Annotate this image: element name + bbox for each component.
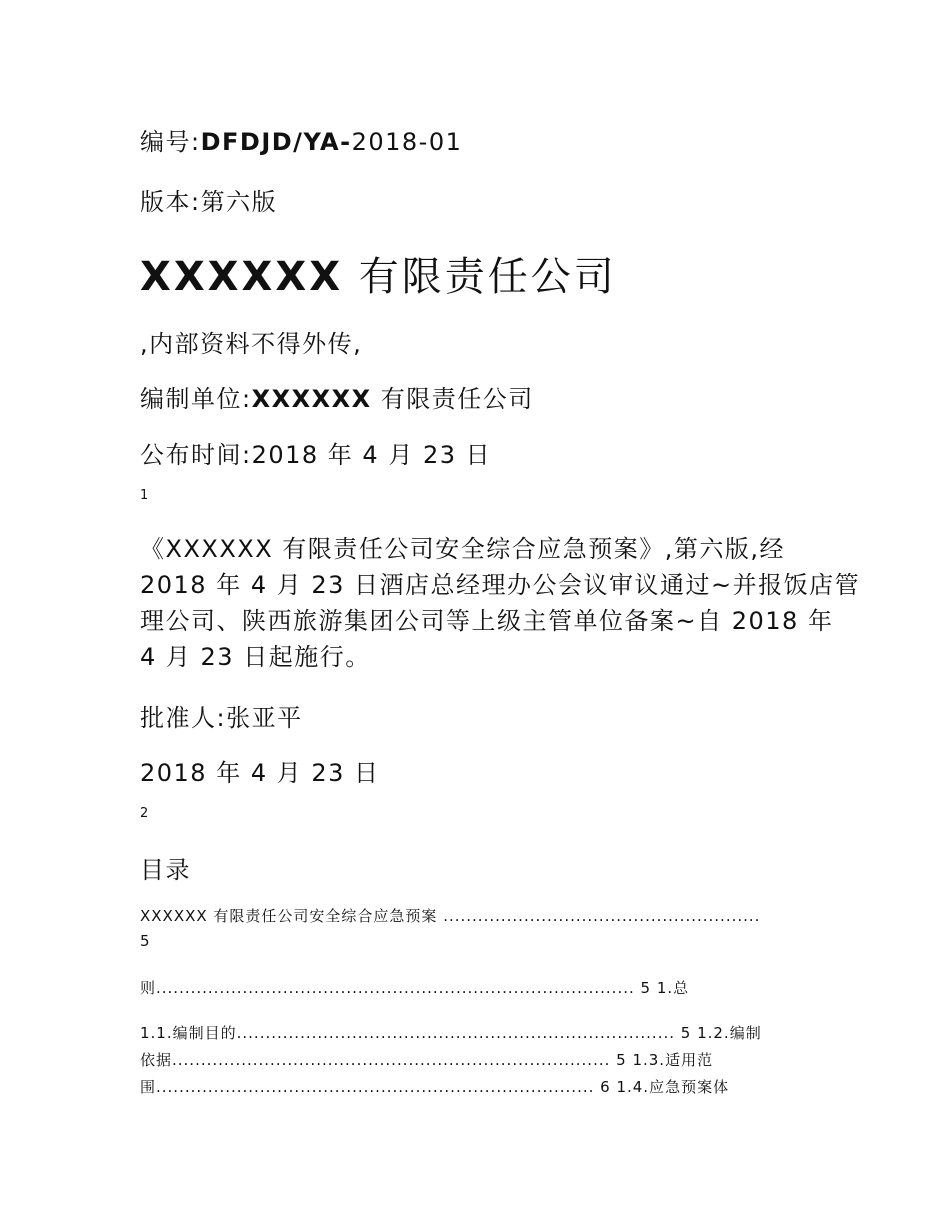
toc-heading: 目录 [140, 856, 191, 884]
compiling-unit-label: 编制单位: [140, 385, 252, 413]
page-marker: 2 [140, 806, 149, 821]
approver: 批准人:张亚平 [140, 704, 303, 732]
compiling-unit-suffix: 有限责任公司 [371, 385, 534, 413]
page-marker: 1 [140, 488, 149, 503]
toc-entry: 围............................................................................ 6 1.4.应急预案体 [140, 1078, 730, 1096]
company-title-suffix: 有限责任公司 [343, 254, 617, 300]
document-number-code: DFDJD/YA- [200, 128, 352, 156]
approval-paragraph-line: 4 月 23 日起施行。 [140, 643, 371, 671]
toc-entry: XXXXXX 有限责任公司安全综合应急预案 ....................................................... [140, 907, 761, 925]
approval-paragraph-line: 《XXXXXX 有限责任公司安全综合应急预案》,第六版,经 [140, 535, 786, 563]
document-version: 版本:第六版 [140, 188, 278, 216]
company-title [140, 245, 617, 302]
confidential-notice: ,内部资料不得外传, [140, 330, 363, 358]
approval-date: 2018 年 4 月 23 日 [140, 759, 380, 787]
publish-date: 公布时间:2018 年 4 月 23 日 [140, 441, 492, 469]
approval-paragraph-line: 2018 年 4 月 23 日酒店总经理办公会议审议通过~并报饭店管 [140, 571, 861, 599]
toc-entry: 依据............................................................................ 5 1.3.适用范 [140, 1051, 714, 1069]
compiling-unit [140, 379, 534, 414]
toc-entry: 5 [140, 932, 151, 950]
approval-paragraph [140, 531, 861, 675]
document-number [140, 122, 462, 157]
approval-paragraph-line: 理公司、陕西旅游集团公司等上级主管单位备案~自 2018 年 [140, 607, 834, 635]
document-number-year: 2018-01 [351, 128, 463, 156]
document-number-label: 编号: [140, 128, 201, 156]
compiling-unit-name: XXXXXX [251, 385, 372, 413]
company-title-name: XXXXXX [140, 254, 344, 300]
toc-entry: 1.1.编制目的............................................................................ 5 1.2.编制 [140, 1024, 762, 1042]
toc-entry: 则................................................................................... 5 1.总 [140, 979, 690, 997]
